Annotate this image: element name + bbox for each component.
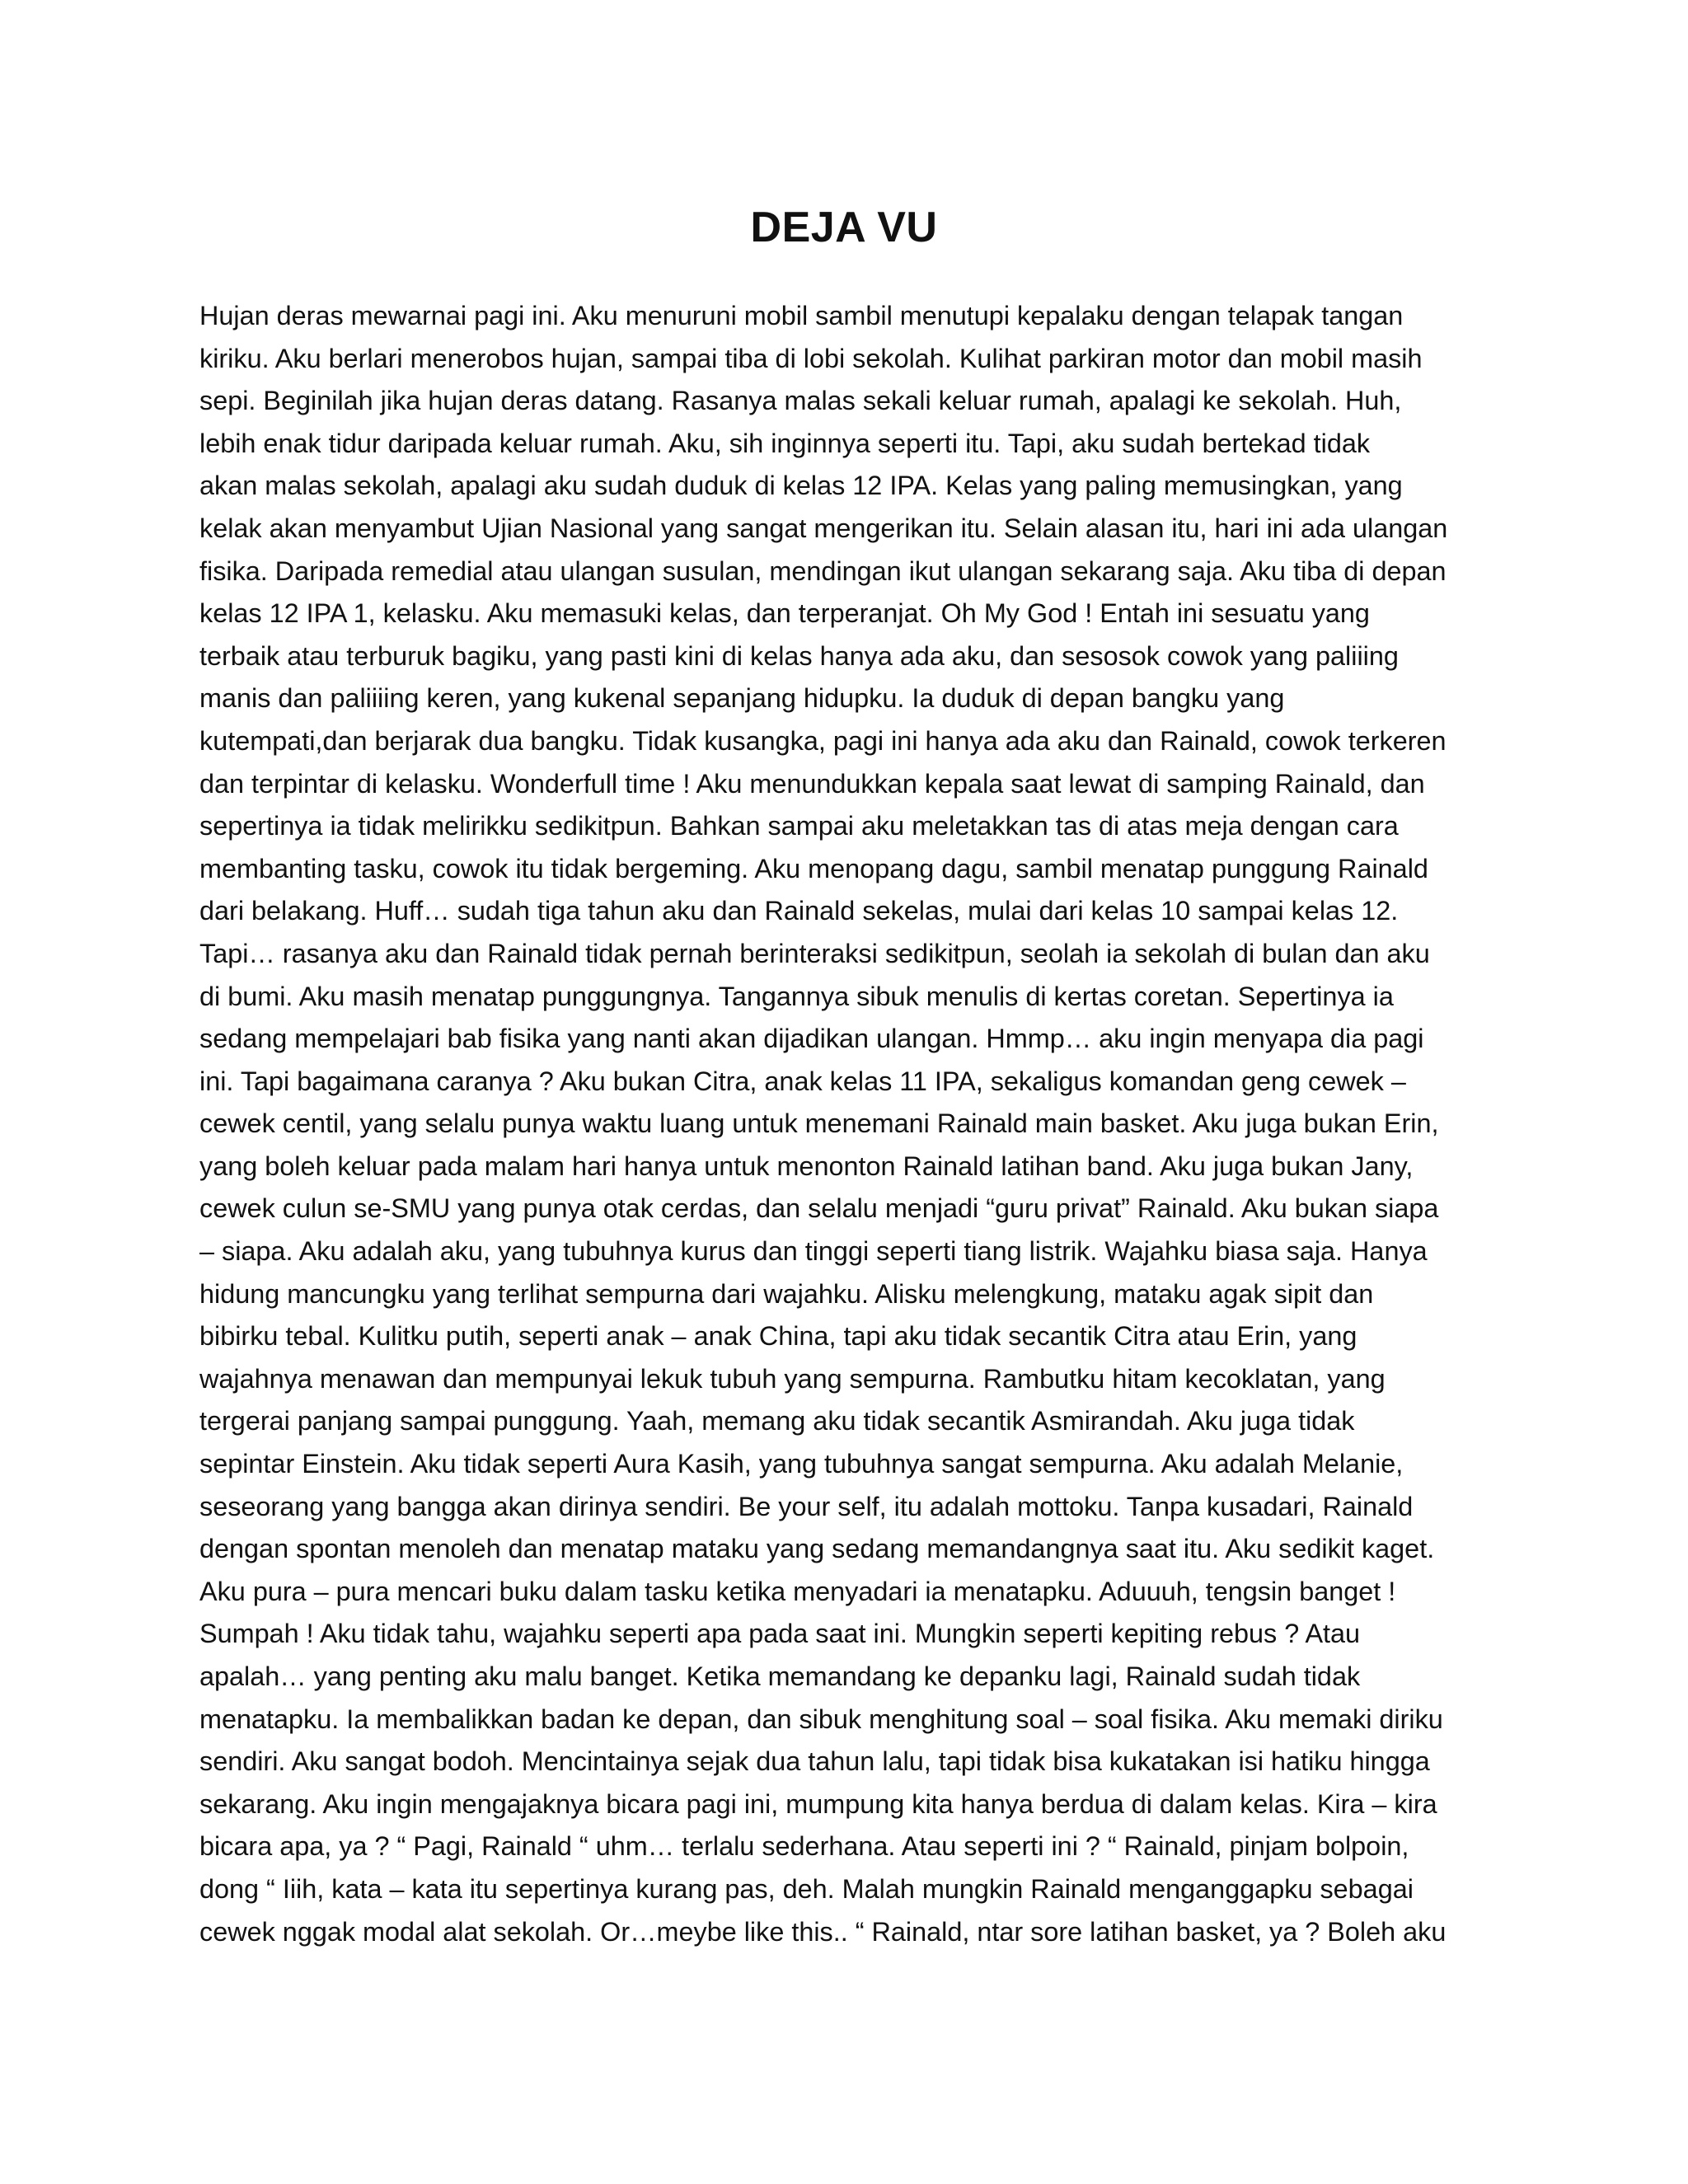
paragraph-line: Hujan deras mewarnai pagi ini. Aku menuruni mobil sambil menutupi kepalaku dengan telapak tangan [199, 301, 1404, 330]
paragraph-line: sepi. Beginilah jika hujan deras datang. Rasanya malas sekali keluar rumah, apalagi ke sekolah. Huh, [199, 386, 1402, 416]
paragraph-line: bibirku tebal. Kulitku putih, seperti anak – anak China, tapi aku tidak secantik Citra atau Erin, yang [199, 1321, 1357, 1352]
paragraph-line: sekarang. Aku ingin mengajaknya bicara pagi ini, mumpung kita hanya berdua di dalam kelas. Kira – kira [199, 1788, 1437, 1819]
paragraph-line: sendiri. Aku sangat bodoh. Mencintainya sejak dua tahun lalu, tapi tidak bisa kukatakan isi hatiku hingga [199, 1746, 1430, 1777]
paragraph-line: kutempati,dan berjarak dua bangku. Tidak kusangka, pagi ini hanya ada aku dan Rainald, cowok terkeren [199, 725, 1447, 756]
paragraph-line: manis dan paliiiing keren, yang kukenal sepanjang hidupku. Ia duduk di depan bangku yang [199, 683, 1285, 714]
paragraph-line: kiriku. Aku berlari menerobos hujan, sampai tiba di lobi sekolah. Kulihat parkiran motor dan mobil masih [199, 343, 1423, 373]
paragraph-line: wajahnya menawan dan mempunyai lekuk tubuh yang sempurna. Rambutku hitam kecoklatan, yang [199, 1363, 1386, 1394]
paragraph-line: Aku pura – pura mencari buku dalam tasku ketika menyadari ia menatapku. Aduuuh, tengsin banget ! [199, 1576, 1396, 1606]
paragraph-line: apalah… yang penting aku malu banget. Ketika memandang ke depanku lagi, Rainald sudah tidak [199, 1661, 1361, 1691]
paragraph-line: dari belakang. Huff… sudah tiga tahun aku dan Rainald sekelas, mulai dari kelas 10 sampai kelas 12. [199, 896, 1399, 926]
paragraph-line: sepertinya ia tidak melirikku sedikitpun. Bahkan sampai aku meletakkan tas di atas meja dengan cara [199, 811, 1399, 841]
paragraph-line: dong “ Iiih, kata – kata itu sepertinya kurang pas, deh. Malah mungkin Rainald menganggapku sebagai [199, 1873, 1414, 1904]
paragraph-line: seseorang yang bangga akan dirinya sendiri. Be your self, itu adalah mottoku. Tanpa kusadari, Rainald [199, 1491, 1414, 1521]
paragraph-line: menatapku. Ia membalikkan badan ke depan, dan sibuk menghitung soal – soal fisika. Aku memaki diriku [199, 1704, 1443, 1734]
paragraph-line: Sumpah ! Aku tidak tahu, wajahku seperti apa pada saat ini. Mungkin seperti kepiting rebus ? Atau [199, 1619, 1361, 1649]
paragraph-line: cewek culun se-SMU yang punya otak cerdas, dan selalu menjadi “guru privat” Rainald. Aku bukan siapa [199, 1193, 1439, 1224]
paragraph-line: cewek nggak modal alat sekolah. Or…meybe like this.. “ Rainald, ntar sore latihan basket, ya ? Boleh aku [199, 1916, 1447, 1947]
paragraph-line: cewek centil, yang selalu punya waktu luang untuk menemani Rainald main basket. Aku juga bukan Erin, [199, 1108, 1439, 1139]
paragraph-line: ini. Tapi bagaimana caranya ? Aku bukan Citra, anak kelas 11 IPA, sekaligus komandan geng cewek – [199, 1066, 1406, 1096]
paragraph-line: – siapa. Aku adalah aku, yang tubuhnya kurus dan tinggi seperti tiang listrik. Wajahku biasa saja. Hanya [199, 1236, 1428, 1267]
paragraph-line: kelas 12 IPA 1, kelasku. Aku memasuki kelas, dan terperanjat. Oh My God ! Entah ini sesuatu yang [199, 598, 1370, 629]
paragraph-line: bicara apa, ya ? “ Pagi, Rainald “ uhm… terlalu sederhana. Atau seperti ini ? “ Rainald, pinjam bolpoin, [199, 1831, 1409, 1862]
paragraph-line: Tapi… rasanya aku dan Rainald tidak pernah berinteraksi sedikitpun, seolah ia sekolah di bulan dan aku [199, 938, 1430, 968]
paragraph-line: akan malas sekolah, apalagi aku sudah duduk di kelas 12 IPA. Kelas yang paling memusingkan, yang [199, 471, 1403, 501]
document-body [199, 295, 1502, 1953]
paragraph-line: lebih enak tidur daripada keluar rumah. Aku, sih inginnya seperti itu. Tapi, aku sudah bertekad tidak [199, 428, 1371, 458]
paragraph-line: yang boleh keluar pada malam hari hanya untuk menonton Rainald latihan band. Aku juga bukan Jany, [199, 1151, 1414, 1181]
document-title: DEJA VU [750, 204, 938, 251]
paragraph-line: fisika. Daripada remedial atau ulangan susulan, mendingan ikut ulangan sekarang saja. Aku tiba di depan [199, 555, 1447, 586]
paragraph-line: hidung mancungku yang terlihat sempurna dari wajahku. Alisku melengkung, mataku agak sipit dan [199, 1278, 1374, 1309]
paragraph-line: dengan spontan menoleh dan menatap mataku yang sedang memandangnya saat itu. Aku sedikit kaget. [199, 1534, 1435, 1564]
paragraph-line: sedang mempelajari bab fisika yang nanti akan dijadikan ulangan. Hmmp… aku ingin menyapa dia pagi [199, 1024, 1424, 1054]
paragraph-line: di bumi. Aku masih menatap punggungnya. Tangannya sibuk menulis di kertas coretan. Sepertinya ia [199, 981, 1394, 1011]
paragraph-line: tergerai panjang sampai punggung. Yaah, memang aku tidak secantik Asmirandah. Aku juga tidak [199, 1406, 1355, 1436]
paragraph-line: sepintar Einstein. Aku tidak seperti Aura Kasih, yang tubuhnya sangat sempurna. Aku adalah Melanie, [199, 1449, 1404, 1479]
paragraph-line: membanting tasku, cowok itu tidak bergeming. Aku menopang dagu, sambil menatap punggung Rainald [199, 853, 1428, 883]
paragraph-line: kelak akan menyambut Ujian Nasional yang sangat mengerikan itu. Selain alasan itu, hari ini ada ulangan [199, 513, 1448, 543]
paragraph-line: terbaik atau terburuk bagiku, yang pasti kini di kelas hanya ada aku, dan sesosok cowok yang paliiing [199, 640, 1399, 671]
paragraph-line: dan terpintar di kelasku. Wonderfull time ! Aku menundukkan kepala saat lewat di samping Rainald, dan [199, 768, 1425, 799]
